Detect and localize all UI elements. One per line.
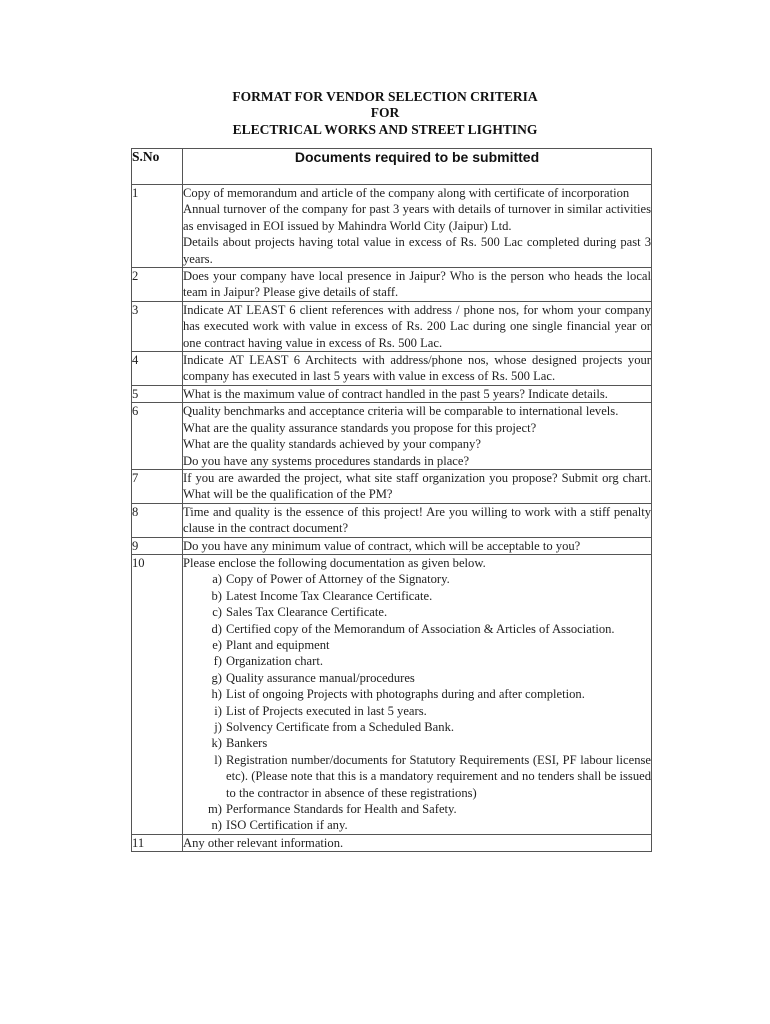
requirement-text: Quality benchmarks and acceptance criteria will be comparable to international levels. [183,404,619,419]
list-item-letter: f) [213,654,222,669]
row-number: 5 [132,385,183,402]
table-header-row [132,149,652,185]
row-documents [183,537,652,554]
requirement-text: Please enclose the following documentation as given below. [183,555,486,570]
list-item [202,604,651,620]
list-item-text: Solvency Certificate from a Scheduled Bank. [226,720,455,734]
table-body [132,185,652,852]
table-row [132,268,652,302]
table-row [132,403,652,470]
list-item-letter: c) [212,605,222,620]
list-item-letter: m) [208,802,222,817]
list-item-letter: k) [211,736,222,751]
criteria-table [131,148,652,852]
requirement-text: Do you have any systems procedures standards in place? [183,453,470,468]
list-item-text: Performance Standards for Health and Safety. [226,802,457,817]
table-row [132,185,652,268]
list-item-text: Plant and equipment [226,637,330,652]
row-number: 3 [132,301,183,351]
list-item [202,588,651,604]
requirement-text: Time and quality is the essence of this project! Are you willing to work with a stiff penalty clause in the contract document? [183,504,651,536]
list-item [202,801,651,817]
list-item-letter: d) [211,621,222,636]
documentation-list [183,571,651,834]
table-row [132,503,652,537]
document-title-line-1: FORMAT FOR VENDOR SELECTION CRITERIA [232,89,538,104]
requirement-text: What is the maximum value of contract handled in the past 5 years? Indicate details. [183,386,608,401]
row-number: 9 [132,537,183,554]
list-item [202,637,651,653]
list-item-text: List of ongoing Projects with photographs during and after completion. [226,687,585,702]
row-documents [183,403,652,470]
requirement-text: Indicate AT LEAST 6 client references with address / phone nos, for whom your company has executed work with value in excess of Rs. 200 Lac during one single financial year or one contract having value in excess of Rs. 500 Lac. [183,302,651,350]
list-item [202,719,651,735]
row-number: 11 [132,834,183,851]
table-row [132,301,652,351]
list-item [202,735,651,751]
list-item [202,703,651,719]
list-item-letter: i) [214,703,222,718]
row-number: 10 [132,554,183,834]
requirement-text: Do you have any minimum value of contract, which will be acceptable to you? [183,538,581,553]
requirement-text: Indicate AT LEAST 6 Architects with address/phone nos, whose designed projects your company has executed in last 5 years with value in excess of Rs. 500 Lac. [183,353,651,384]
list-item [202,817,651,833]
row-number: 7 [132,469,183,503]
requirement-text: Copy of memorandum and article of the company along with certificate of incorporation [183,186,630,200]
requirement-text: Does your company have local presence in Jaipur? Who is the person who heads the local team in Jaipur? Please give details of staff. [183,269,651,300]
row-documents [183,301,652,351]
row-number: 8 [132,503,183,537]
list-item-letter: n) [211,818,222,833]
row-documents [183,268,652,302]
table-row [132,537,652,554]
table-row [132,469,652,503]
row-documents [183,554,652,834]
requirement-text: If you are awarded the project, what site staff organization you propose? Submit org chart. What will be the qualification of the PM? [183,470,651,502]
list-item-text: Copy of Power of Attorney of the Signatory. [226,572,450,587]
header-documents: Documents required to be submitted [183,149,652,185]
row-documents [183,834,652,851]
header-sno: S.No [132,149,183,185]
document-title-line-3: ELECTRICAL WORKS AND STREET LIGHTING [232,122,538,137]
list-item-text: Quality assurance manual/procedures [226,670,415,685]
requirement-text: What are the quality standards achieved by your company? [183,437,481,452]
row-documents [183,185,652,268]
row-documents [183,352,652,386]
requirement-text: Details about projects having total value in excess of Rs. 500 Lac completed during past 3 years. [183,235,651,266]
list-item-text: ISO Certification if any. [226,818,348,833]
table-row [132,834,652,851]
list-item-letter: h) [211,687,222,702]
list-item-letter: e) [212,637,222,652]
list-item [202,571,651,587]
list-item-text: List of Projects executed in last 5 years. [226,703,427,718]
requirement-text: What are the quality assurance standards you propose for this project? [183,420,537,435]
row-number: 4 [132,352,183,386]
list-item-text: Registration number/documents for Statutory Requirements (ESI, PF labour license etc). (Please note that this is a mandatory requirement and no tenders shall be issued to the contractor in absence of these registrations) [226,752,651,800]
row-number: 6 [132,403,183,470]
row-documents [183,469,652,503]
list-item-letter: a) [212,572,222,587]
requirement-text: Any other relevant information. [183,835,344,850]
table-row [132,352,652,386]
list-item [202,621,651,637]
table-row [132,554,652,834]
list-item [202,686,651,702]
table-row [132,385,652,402]
list-item-letter: b) [211,588,222,603]
list-item-text: Bankers [226,736,268,751]
row-number: 1 [132,185,183,268]
list-item-letter: j) [214,720,222,734]
list-item-text: Latest Income Tax Clearance Certificate. [226,588,433,603]
list-item [202,670,651,686]
list-item [202,653,651,669]
list-item-text: Organization chart. [226,654,323,669]
row-number: 2 [132,268,183,302]
list-item-text: Certified copy of the Memorandum of Association & Articles of Association. [226,621,615,636]
list-item-letter: l) [214,752,222,767]
row-documents [183,385,652,402]
document-title-line-2: FOR [370,105,400,120]
row-documents [183,503,652,537]
requirement-text: Annual turnover of the company for past 3 years with details of turnover in similar activities as envisaged in EOI issued by Mahindra World City (Jaipur) Ltd. [183,202,651,233]
list-item-letter: g) [211,670,222,685]
list-item-text: Sales Tax Clearance Certificate. [226,605,388,620]
list-item [202,752,651,801]
